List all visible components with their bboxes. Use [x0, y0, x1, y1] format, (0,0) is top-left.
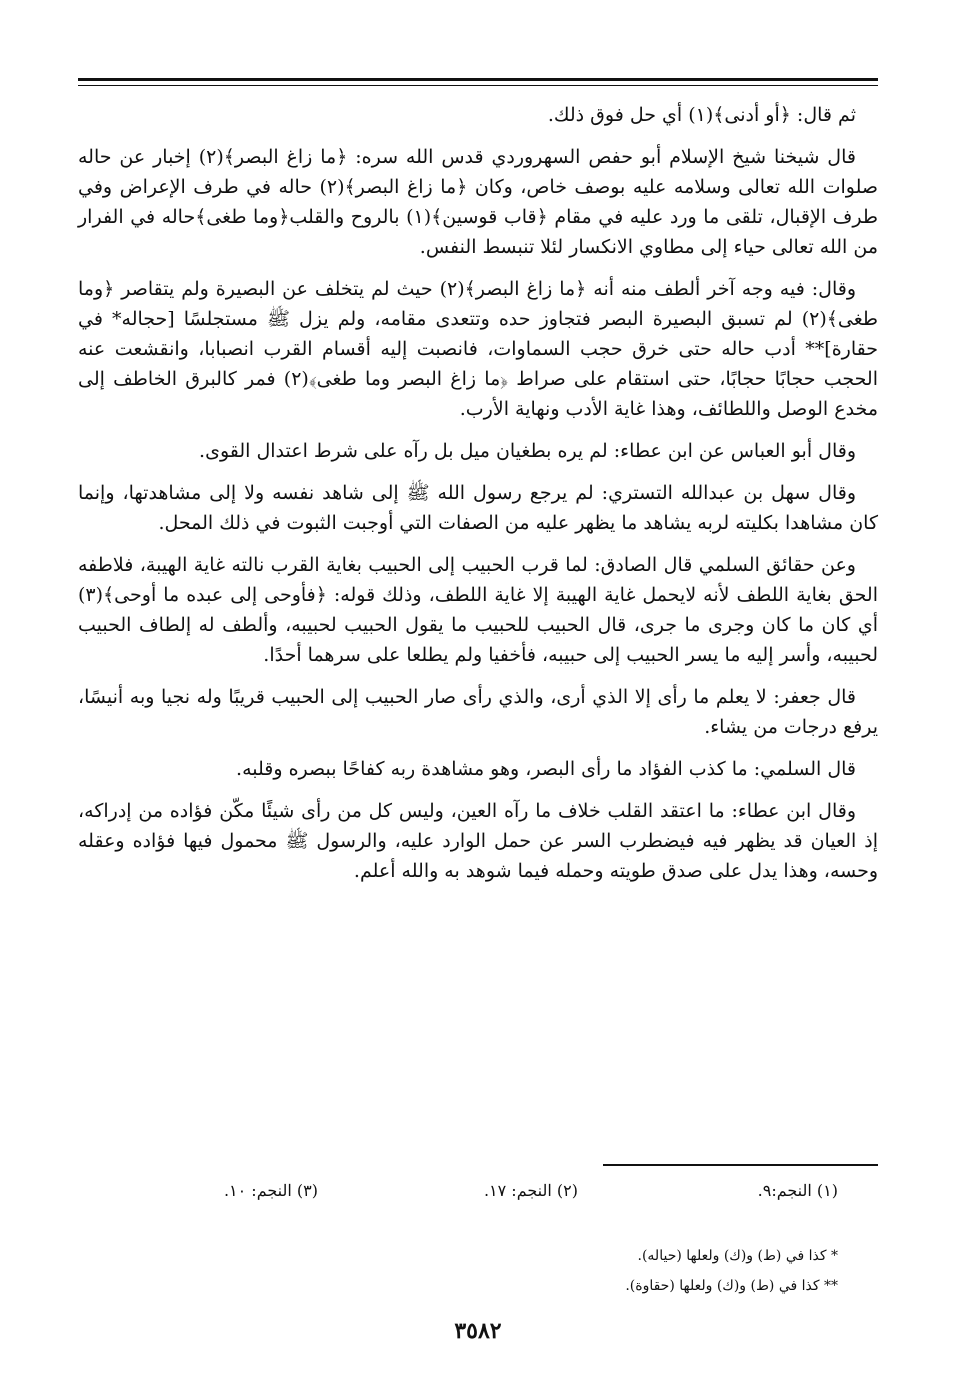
- paragraph-5: وقال سهل بن عبدالله التستري: لم يرجع رسول الله ﷺ إلى شاهد نفسه ولا إلى مشاهدتها، وإنما كان مشاهدا بكليته لربه يشاهد ما يظهر عليه من الصفات التي أوجبت الثبوت في ذلك المحل.: [78, 482, 878, 534]
- footnote-ref-2: (٢) النجم: ١٧.: [483, 1181, 578, 1200]
- page-number: ٣٥٨٢: [454, 1318, 502, 1344]
- paragraph-6: وعن حقائق السلمي قال الصادق: لما قرب الحبيب إلى الحبيب بغاية القرب نالته غاية الهيبة، فلاطفه الحق بغاية اللطف لأنه لايحمل غاية الهيبة إلا غاية اللطف، وذلك قوله: ﴿فأوحى إلى عبده ما أوحى﴾(٣) أي كان ما كان وجرى ما جرى، قال الحبيب للحبيب ما يقول الحبيب لحبيبه، وألطف له إلطاف الحبيب لحبيبه، وأسر إليه ما يسر الحبيب إلى حبيبه، فأخفيا ولم يطلعا على سرهما أحدًا.: [78, 554, 878, 666]
- paragraph-8: قال السلمي: ما كذب الفؤاد ما رأى البصر، وهو مشاهدة ربه كفاحًا ببصره وقلبه.: [236, 758, 856, 780]
- paragraph-4: وقال أبو العباس عن ابن عطاء: لم يره بطغيان ميل بل رآه على شرط اعتدال القوى.: [199, 440, 856, 462]
- editorial-notes: [78, 1241, 838, 1301]
- header-rule-thick: [78, 78, 878, 81]
- main-text: [78, 100, 878, 898]
- note-2: ** كذا في (ط) و(ك) ولعلها (حقاوة).: [625, 1278, 838, 1294]
- note-1: * كذا في (ط) و(ك) ولعلها (حياله).: [637, 1248, 838, 1264]
- paragraph-9: وقال ابن عطاء: ما اعتقد القلب خلاف ما رآه العين، وليس كل من رأى شيئًا مكّن فؤاده من إدراكه، إذ العيان قد يظهر فيه فيضطرب السر عن حمل الوارد عليه، والرسول ﷺ محمول فيها فؤاده وعقله وحسه، وهذا يدل على صدق طويته وحمله فيما شوهد به والله أعلم.: [78, 800, 878, 882]
- paragraph-3: وقال: فيه وجه آخر ألطف منه أنه ﴿ما زاغ البصر﴾(٢) حيث لم يتخلف عن البصيرة ولم يتقاصر ﴿وما طغى﴾(٢) لم تسبق البصيرة البصر فتجاوز حده وتتعدى مقامه، ولم يزل ﷺ مستجلسًا [حجاله* في حقارة]** أدب حاله حتى خرق حجب السماوات، فانصبت إليه أقسام القرب انصبابا، وانقشعت عنه الحجب حجابًا حجابًا، حتى استقام على صراط ﴿ما زاغ البصر وما طغى﴾(٢) فمر كالبرق الخاطف إلى مخدع الوصل واللطائف، وهذا غاية الأدب ونهاية الأرب.: [78, 278, 878, 420]
- footnote-divider: [603, 1164, 878, 1166]
- header-rule-thin: [78, 85, 878, 86]
- paragraph-7: قال جعفر: لا يعلم ما رأى إلا الذي أرى، والذي رأى صار الحبيب إلى الحبيب قريبًا وله نجيا وبه أنيسًا، يرفع درجات من يشاء.: [78, 686, 878, 738]
- paragraph-2: قال شيخنا شيخ الإسلام أبو حفص السهروردي قدس الله سره: ﴿ما زاغ البصر﴾(٢) إخبار عن حاله صلوات الله تعالى وسلامه عليه بوصف خاص، وكان ﴿ما زاغ البصر﴾(٢) حاله في طرف الإعراض وفي طرف الإقبال، تلقى ما ورد عليه في مقام ﴿قاب قوسين﴾(١) بالروح والقلب﴿وما طغى﴾حاله في الفرار من الله تعالى حياء إلى مطاوي الانكسار لئلا تنبسط النفس.: [78, 146, 878, 258]
- paragraph-1: ثم قال: ﴿أو أدنى﴾(١) أي حل فوق ذلك.: [547, 104, 856, 126]
- footnote-ref-3: (٣) النجم: ١٠.: [223, 1181, 318, 1200]
- footnote-ref-1: (١) النجم:٩.: [757, 1181, 838, 1200]
